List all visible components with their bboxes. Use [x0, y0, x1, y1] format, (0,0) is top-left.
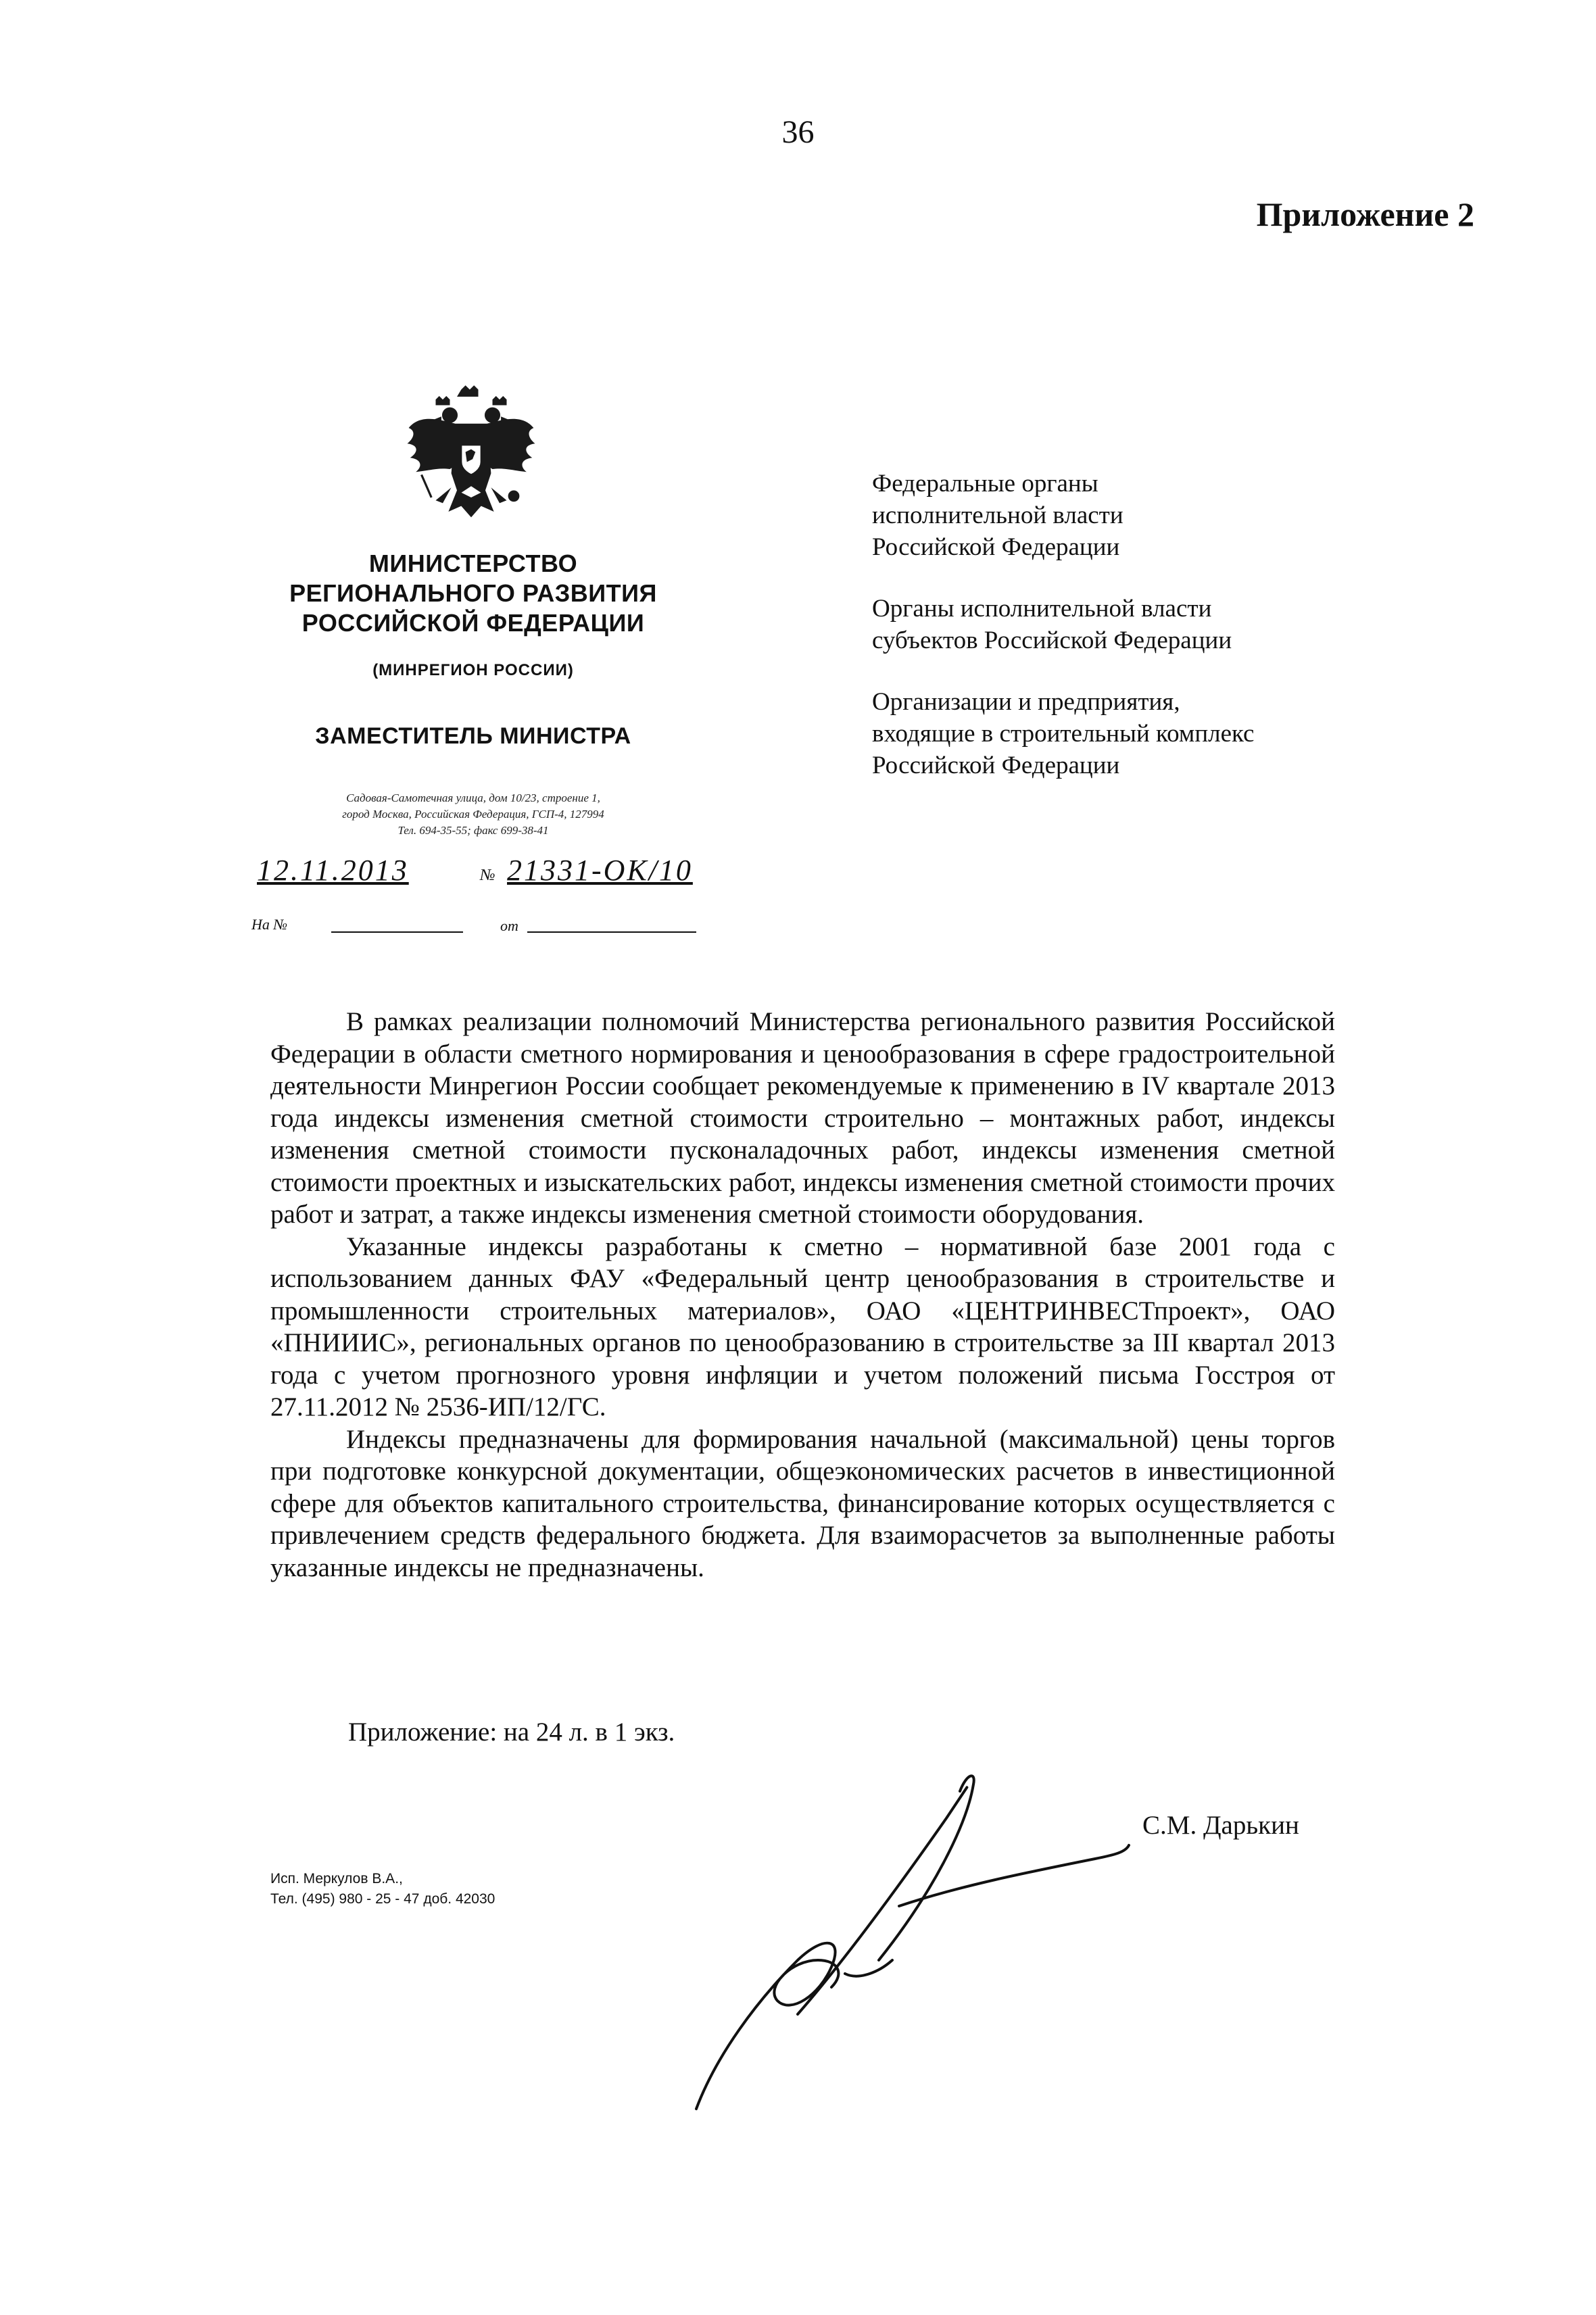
addressee-line: входящие в строительный комплекс	[872, 720, 1255, 748]
addressee-organizations	[872, 686, 1386, 781]
addressee-line: Органы исполнительной власти	[872, 595, 1212, 623]
addressee-regional	[872, 593, 1386, 656]
addressees	[872, 468, 1386, 811]
ministry-letterhead	[270, 549, 676, 839]
reference-number-label: На №	[251, 916, 288, 933]
ministry-name-line: РОССИЙСКОЙ ФЕДЕРАЦИИ	[301, 609, 645, 637]
page-number: 36	[781, 114, 815, 150]
signatory-position: ЗАМЕСТИТЕЛЬ МИНИСТРА	[315, 723, 631, 749]
ministry-abbreviation: (МИНРЕГИОН РОССИИ)	[372, 661, 574, 679]
signer-name: С.М. Дарькин	[1142, 1811, 1299, 1840]
ministry-address	[270, 790, 676, 839]
appendix-label: Приложение 2	[1256, 195, 1474, 233]
addressee-line: Российской Федерации	[872, 533, 1120, 561]
addressee-line: исполнительной власти	[872, 502, 1123, 529]
addressee-line: Федеральные органы	[872, 470, 1098, 497]
russian-coat-of-arms-icon	[400, 384, 542, 526]
attachment-note: Приложение: на 24 л. в 1 экз.	[348, 1717, 675, 1747]
executor-phone: Тел. (495) 980 - 25 - 47 доб. 42030	[270, 1891, 495, 1907]
executor-info	[270, 1869, 495, 1909]
reference-number-blank	[331, 931, 463, 933]
registration-number: 21331-ОК/10	[507, 854, 693, 887]
registration-date: 12.11.2013	[257, 854, 409, 887]
addressee-line: субъектов Российской Федерации	[872, 627, 1232, 654]
body-paragraph: Индексы предназначены для формирования начальной (максимальной) цены торгов при подготовке конкурсной документации, общеэкономических расчетов в инвестиционной сфере для объектов капитального строительства, финансирование которых осуществляется с привлечением средств федерального бюджета. Для взаиморасчетов за выполненные работы указанные индексы не предназначены.	[270, 1424, 1335, 1582]
handwritten-signature	[676, 1757, 1136, 2136]
address-line: Тел. 694-35-55; факс 699-38-41	[397, 824, 549, 837]
addressee-federal	[872, 468, 1386, 563]
addressee-line: Российской Федерации	[872, 752, 1120, 779]
ministry-name-line: МИНИСТЕРСТВО	[368, 550, 578, 577]
reference-date-blank	[527, 931, 696, 933]
executor-name: Исп. Меркулов В.А.,	[270, 1871, 403, 1886]
body-paragraph: Указанные индексы разработаны к сметно – нормативной базе 2001 года с использованием данных ФАУ «Федеральный центр ценообразования в строительстве и промышленности строительных материалов», ОАО «ЦЕНТРИНВЕСТпроект», ОАО «ПНИИИС», региональных органов по ценообразованию в строительстве за III квартал 2013 года с учетом прогнозного уровня инфляции и учетом положений письма Госстроя от 27.11.2012 № 2536-ИП/12/ГС.	[270, 1232, 1335, 1421]
body-paragraph: В рамках реализации полномочий Министерства регионального развития Российской Федерации в области сметного нормирования и ценообразования в сфере градостроительной деятельности Минрегион России сообщает рекомендуемые к применению в IV квартале 2013 года индексы изменения сметной стоимости строительно – монтажных работ, индексы изменения сметной стоимости пусконаладочных работ, индексы изменения сметной стоимости проектных и изыскательских работ, индексы изменения сметной стоимости прочих работ и затрат, а также индексы изменения сметной стоимости оборудования.	[270, 1007, 1335, 1229]
address-line: город Москва, Российская Федерация, ГСП-4, 127994	[342, 808, 604, 821]
letter-body	[270, 1006, 1335, 1584]
registration-number-label: №	[480, 867, 495, 884]
reference-date-label: от	[500, 917, 518, 934]
ministry-name-line: РЕГИОНАЛЬНОГО РАЗВИТИЯ	[289, 579, 657, 607]
addressee-line: Организации и предприятия,	[872, 688, 1180, 716]
address-line: Садовая-Самотечная улица, дом 10/23, строение 1,	[346, 791, 600, 804]
